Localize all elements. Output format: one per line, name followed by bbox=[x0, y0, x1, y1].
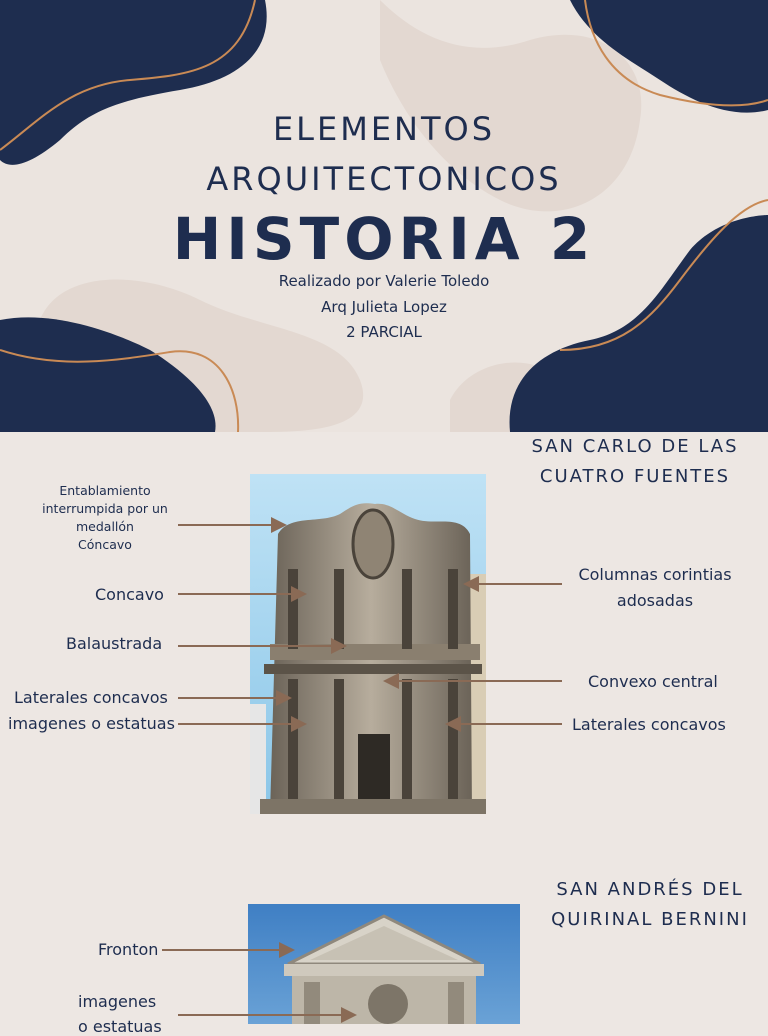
term-line: 2 PARCIAL bbox=[346, 323, 422, 341]
label-entablamiento-line3: medallón bbox=[76, 519, 134, 534]
label-fronton: Fronton bbox=[98, 940, 159, 959]
label-entablamiento-line1: Entablamiento bbox=[59, 483, 151, 498]
label-laterales-left-2: imagenes o estatuas bbox=[8, 714, 175, 733]
label-laterales-right: Laterales concavos bbox=[572, 715, 726, 734]
cover-slide bbox=[0, 0, 768, 432]
label-imagenes: imagenes bbox=[78, 992, 157, 1011]
teacher-line: Arq Julieta Lopez bbox=[321, 298, 447, 316]
label-concavo: Concavo bbox=[95, 585, 164, 604]
author-line: Realizado por Valerie Toledo bbox=[278, 272, 490, 290]
content-slide bbox=[0, 432, 768, 1036]
title-line-1: ELEMENTOS bbox=[272, 110, 496, 148]
label-convexo: Convexo central bbox=[588, 672, 718, 691]
facade-photo-san-andres bbox=[248, 904, 520, 1024]
label-entablamiento-line4: Cóncavo bbox=[78, 537, 132, 552]
section1-heading bbox=[510, 432, 760, 492]
label-laterales-left-1: Laterales concavos bbox=[14, 688, 168, 707]
label-balaustrada: Balaustrada bbox=[66, 634, 163, 653]
label-estatuas: o estatuas bbox=[78, 1017, 162, 1036]
label-entablamiento bbox=[40, 482, 170, 554]
main-title: HISTORIA 2 bbox=[172, 205, 596, 273]
label-columnas-line1: Columnas corintias bbox=[578, 565, 732, 584]
facade-photo-san-carlo bbox=[250, 474, 486, 814]
title-line-2: ARQUITECTONICOS bbox=[206, 160, 562, 198]
section1-heading-line2: CUATRO FUENTES bbox=[539, 466, 731, 487]
section1-heading-line1: SAN CARLO DE LAS bbox=[531, 436, 739, 457]
label-entablamiento-line2: interrumpida por un bbox=[42, 501, 168, 516]
section2-heading-line1: SAN ANDRÉS DEL bbox=[556, 879, 744, 900]
label-columnas-line2: adosadas bbox=[616, 591, 694, 610]
section2-heading-line2: QUIRINAL BERNINI bbox=[551, 909, 749, 930]
label-columnas bbox=[570, 562, 740, 614]
section2-heading bbox=[540, 875, 760, 935]
